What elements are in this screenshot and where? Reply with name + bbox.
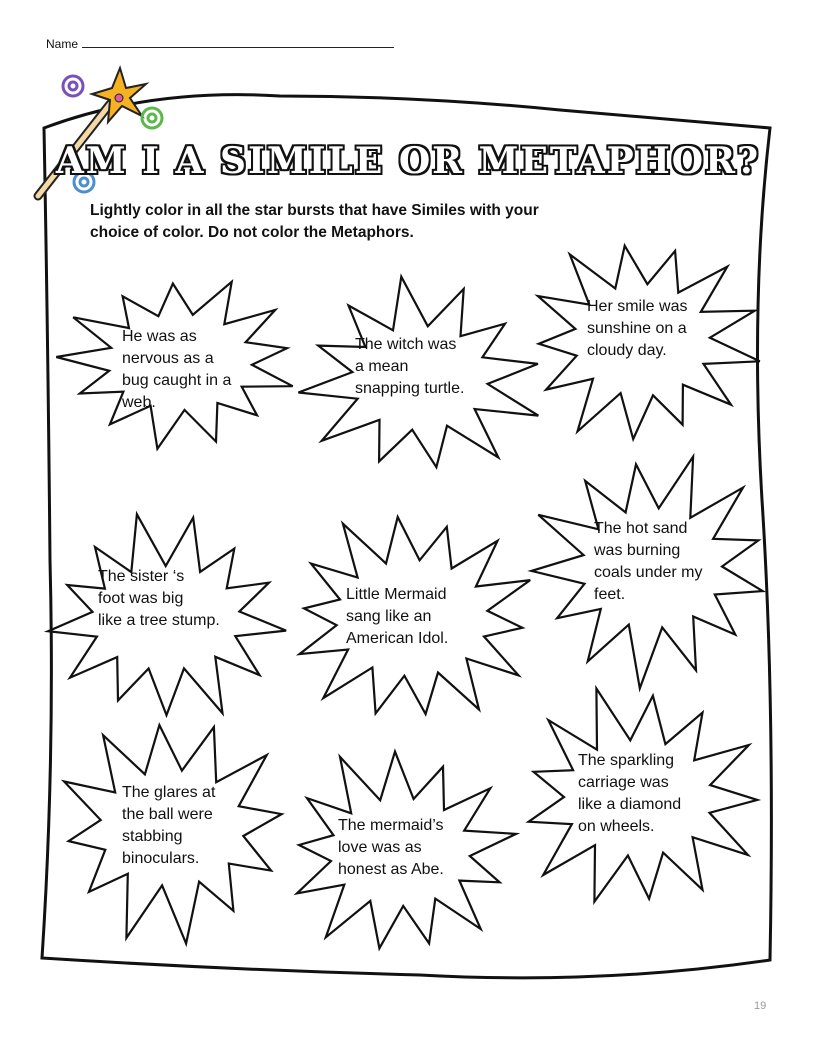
name-field[interactable] <box>46 37 394 51</box>
burst-line: bug caught in a <box>122 372 232 389</box>
swirl-green-icon <box>142 108 162 128</box>
burst-line: was burning <box>594 542 681 559</box>
burst-line: nervous as a <box>122 350 214 367</box>
burst-line: web. <box>122 394 156 411</box>
starburst-1[interactable] <box>122 326 231 414</box>
instructions <box>90 200 610 244</box>
burst-line: sunshine on a <box>587 320 687 337</box>
burst-line: The mermaid’s <box>338 817 444 834</box>
starburst-2[interactable] <box>355 334 464 400</box>
starburst-4[interactable] <box>98 566 220 632</box>
instructions-line-1: Lightly color in all the star bursts that have Similes with your <box>90 202 539 219</box>
burst-line: sang like an <box>346 608 432 625</box>
instructions-line-2: choice of color. Do not color the Metaphors. <box>90 224 414 241</box>
burst-line: Her smile was <box>587 298 688 315</box>
starburst-7[interactable] <box>122 782 215 870</box>
burst-line: The sparkling <box>578 752 675 769</box>
burst-line: like a tree stump. <box>98 612 220 629</box>
burst-line: snapping turtle. <box>355 380 465 397</box>
starburst-9[interactable] <box>578 750 681 838</box>
burst-line: binoculars. <box>122 850 200 867</box>
burst-line: carriage was <box>578 774 669 791</box>
starburst-5[interactable] <box>346 584 448 650</box>
starburst-8[interactable] <box>338 815 444 881</box>
burst-line: on wheels. <box>578 818 655 835</box>
starburst-6[interactable] <box>594 518 703 606</box>
burst-line: the ball were <box>122 806 213 823</box>
starburst-3[interactable] <box>587 296 687 362</box>
burst-line: honest as Abe. <box>338 861 444 878</box>
burst-line: The witch was <box>355 336 457 353</box>
burst-line: cloudy day. <box>587 342 667 359</box>
burst-line: feet. <box>594 586 626 603</box>
burst-line: The sister ‘s <box>98 568 185 585</box>
page-number: 19 <box>754 1000 767 1012</box>
name-blank-line[interactable] <box>82 37 394 48</box>
burst-line: He was as <box>122 328 197 345</box>
burst-line: a mean <box>355 358 409 375</box>
burst-line: The glares at <box>122 784 216 801</box>
burst-line: stabbing <box>122 828 183 845</box>
swirl-purple-icon <box>63 76 83 96</box>
page-title: AM I A SIMILE OR METAPHOR? <box>55 140 761 182</box>
burst-line: love was as <box>338 839 422 856</box>
burst-line: coals under my <box>594 564 703 581</box>
burst-line: American Idol. <box>346 630 449 647</box>
burst-line: The hot sand <box>594 520 688 537</box>
burst-line: foot was big <box>98 590 184 607</box>
burst-line: like a diamond <box>578 796 682 813</box>
burst-line: Little Mermaid <box>346 586 447 603</box>
name-label: Name <box>46 37 79 51</box>
